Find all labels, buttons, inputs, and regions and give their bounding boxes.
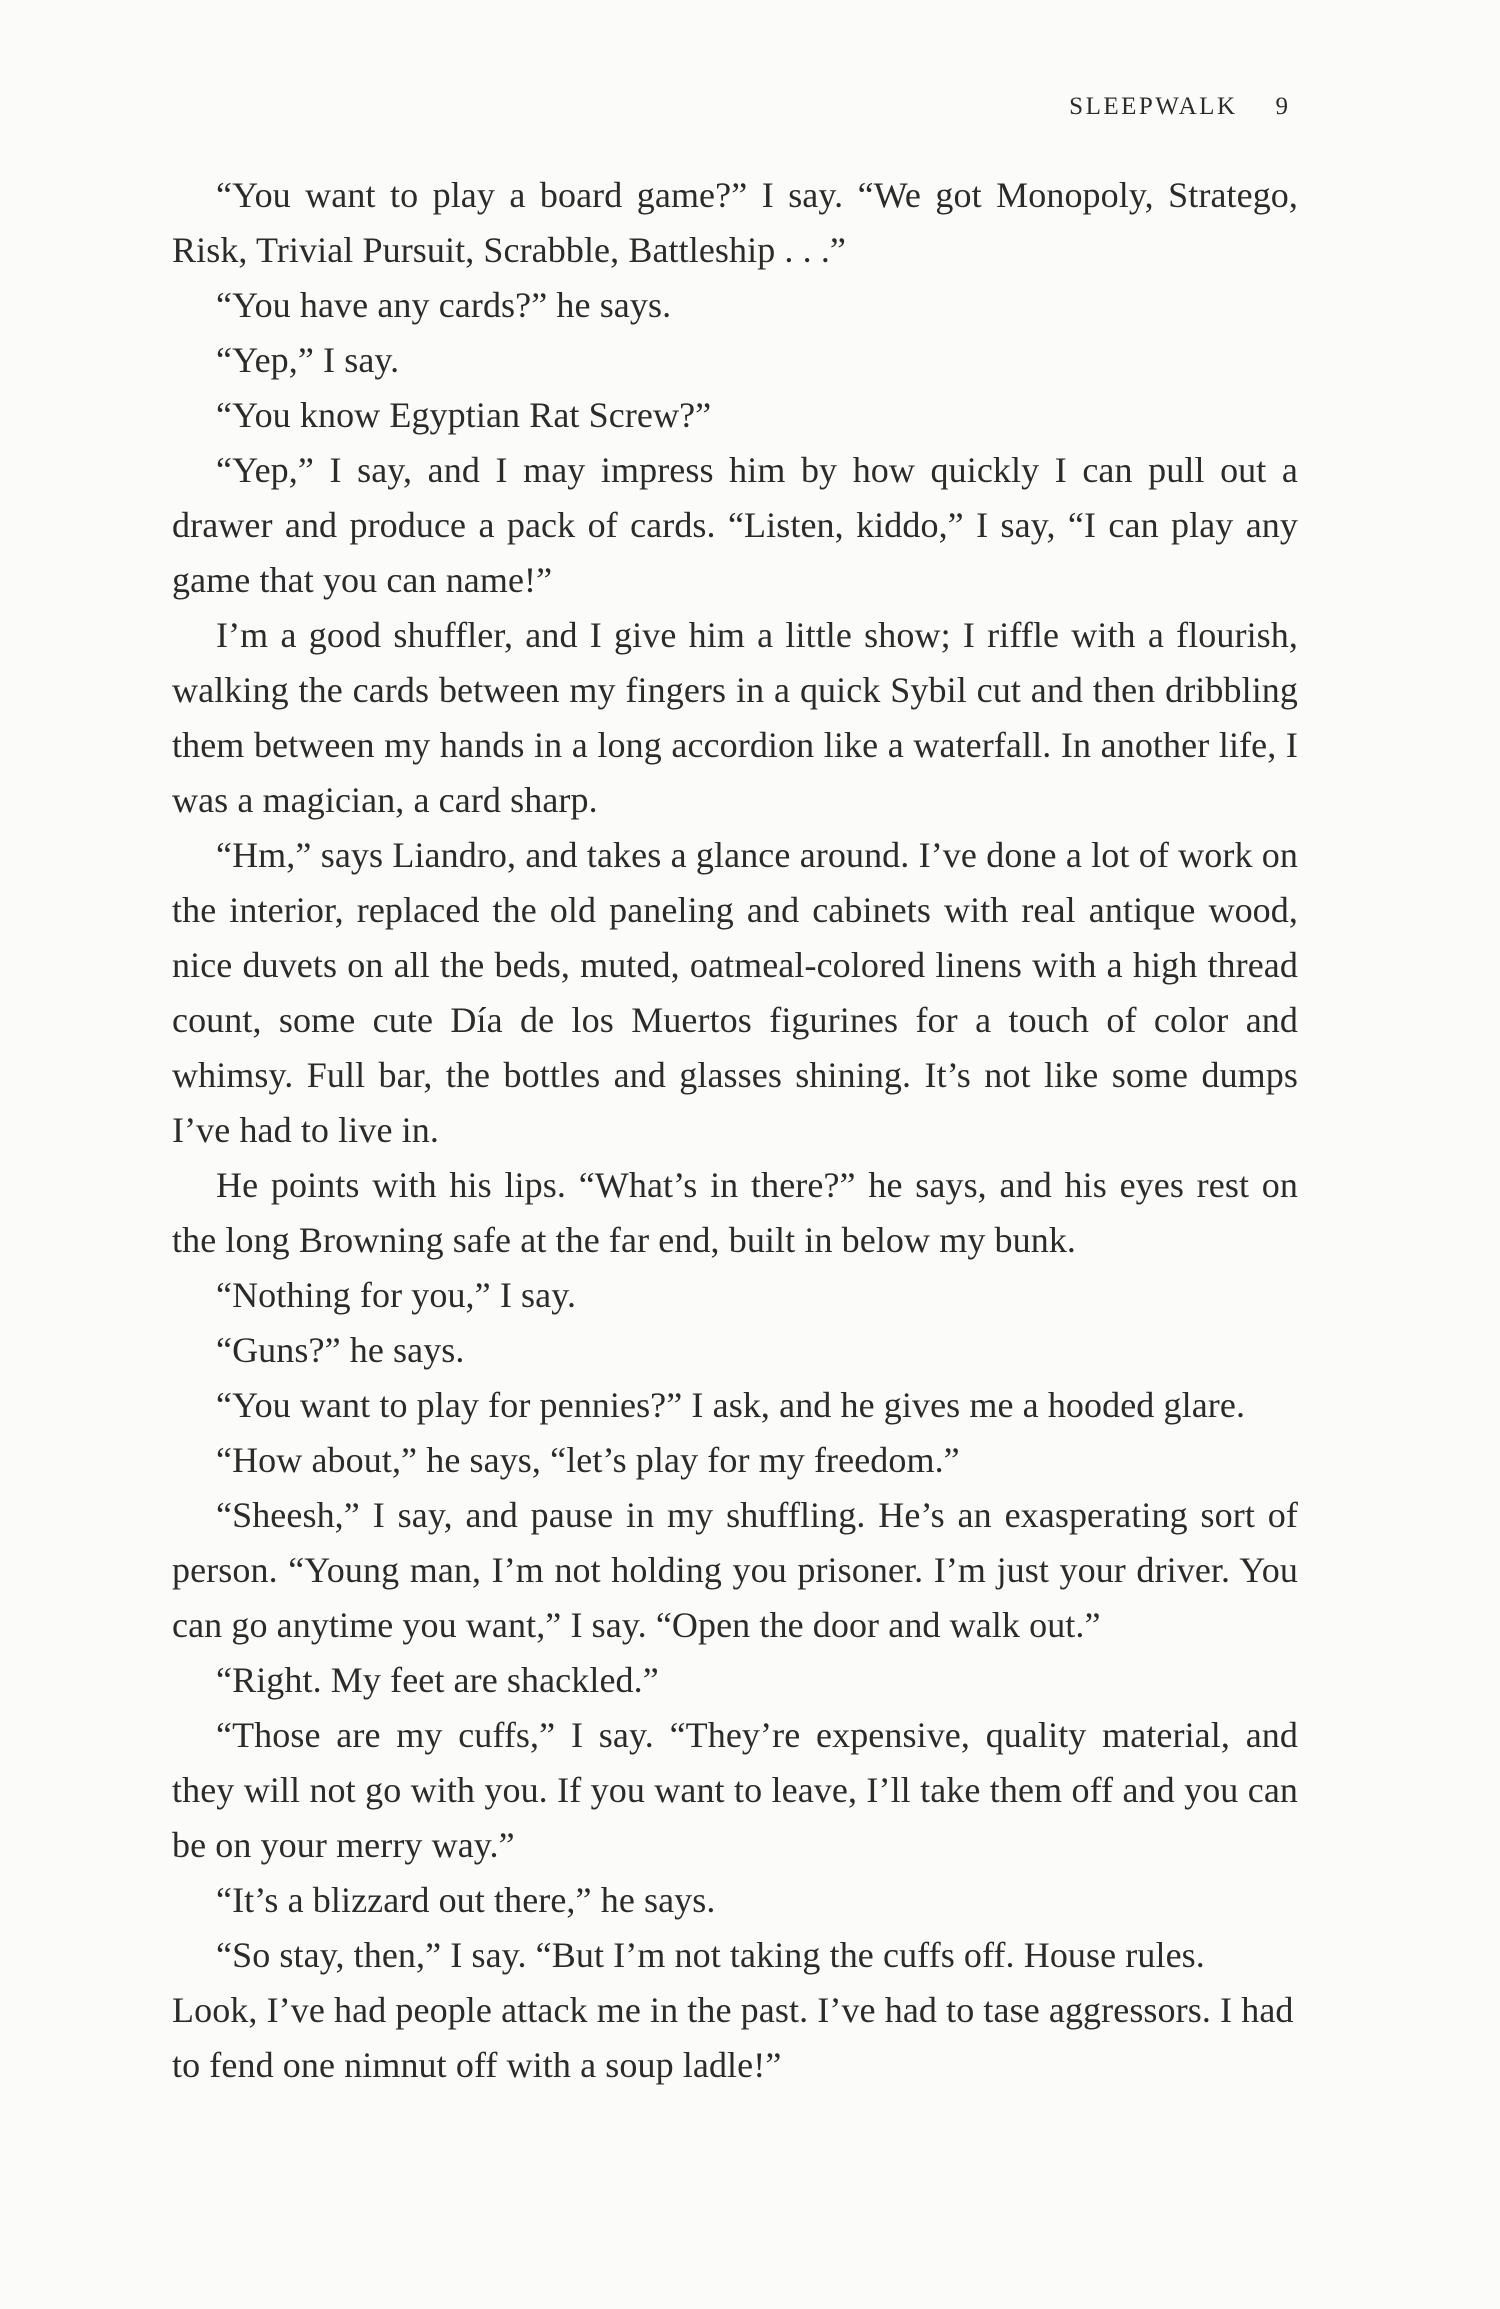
paragraph: “You have any cards?” he says. [216, 285, 672, 325]
body-text [172, 168, 1298, 2093]
running-head [1069, 93, 1290, 121]
paragraph: “You want to play a board game?” I say. “We got Monopoly, Stratego, Risk, Trivial Pursuit, Scrabble, Battleship . . .” [172, 175, 1298, 270]
paragraph: “Hm,” says Liandro, and takes a glance around. I’ve done a lot of work on the interior, replaced the old paneling and cabinets with real antique wood, nice duvets on all the beds, muted, oatmeal-colored linens with a high thread count, some cute Día de los Muertos figurines for a touch of color and whimsy. Full bar, the bottles and glasses shining. It’s not like some dumps I’ve had to live in. [172, 835, 1298, 1150]
paragraph: “You want to play for pennies?” I ask, and he gives me a hooded glare. [216, 1385, 1246, 1425]
paragraph: “Nothing for you,” I say. [216, 1275, 577, 1315]
paragraph: “How about,” he says, “let’s play for my freedom.” [216, 1440, 960, 1480]
paragraph: “Those are my cuffs,” I say. “They’re expensive, quality material, and they will not go with you. If you want to leave, I’ll take them off and you can be on your merry way.” [172, 1715, 1298, 1865]
paragraph: “You know Egyptian Rat Screw?” [216, 395, 712, 435]
paragraph: He points with his lips. “What’s in there?” he says, and his eyes rest on the long Browning safe at the far end, built in below my bunk. [172, 1165, 1298, 1260]
paragraph: “Yep,” I say. [216, 340, 400, 380]
paragraph: I’m a good shuffler, and I give him a little show; I riffle with a flourish, walking the cards between my fingers in a quick Sybil cut and then dribbling them between my hands in a long accordion like a waterfall. In another life, I was a magician, a card sharp. [172, 615, 1298, 820]
page-number: 9 [1275, 93, 1290, 120]
paragraph: “It’s a blizzard out there,” he says. [216, 1880, 716, 1920]
paragraph: “So stay, then,” I say. “But I’m not taking the cuffs off. House rules. Look, I’ve had people attack me in the past. I’ve had to tase aggressors. I had to fend one nimnut off with a soup ladle!” [172, 1935, 1294, 2085]
paragraph: “Sheesh,” I say, and pause in my shuffling. He’s an exasperating sort of person. “Young man, I’m not holding you prisoner. I’m just your driver. You can go anytime you want,” I say. “Open the door and walk out.” [172, 1495, 1298, 1645]
running-head-title: SLEEPWALK [1069, 93, 1238, 120]
paragraph: “Yep,” I say, and I may impress him by how quickly I can pull out a drawer and produce a pack of cards. “Listen, kiddo,” I say, “I can play any game that you can name!” [172, 450, 1298, 600]
paragraph: “Guns?” he says. [216, 1330, 465, 1370]
paragraph: “Right. My feet are shackled.” [216, 1660, 659, 1700]
